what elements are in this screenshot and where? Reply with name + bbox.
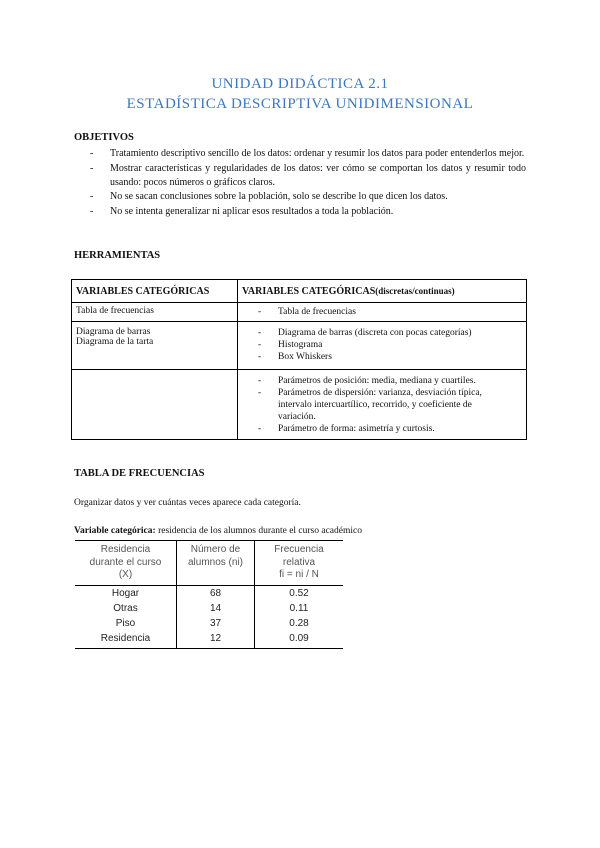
unit-subtitle: ESTADÍSTICA DESCRIPTIVA UNIDIMENSIONAL <box>126 96 474 112</box>
variable-description <box>74 526 362 536</box>
list-item: - No se sacan conclusiones sobre la población, solo se describe lo que dicen los datos. <box>74 190 526 204</box>
cell-line: Diagrama de la tarta <box>76 337 154 347</box>
table-cell: 0.09 <box>255 631 344 649</box>
variable-label: Variable categórica: <box>74 526 156 536</box>
table-cell: Hogar <box>111 587 140 599</box>
table-row <box>75 616 343 631</box>
frequency-table <box>75 540 343 649</box>
herramientas-table <box>71 279 527 440</box>
table-cell: Piso <box>115 617 136 629</box>
column-header-sub: (discretas/continuas) <box>375 286 455 296</box>
list-item: - Parámetros de posición: media, mediana y cuartiles. <box>242 375 502 387</box>
table-cell <box>238 322 527 370</box>
table-header-row <box>72 280 527 303</box>
table-cell: Residencia <box>75 631 177 649</box>
list-item: - Histograma <box>242 339 522 351</box>
table-cell: 0.11 <box>255 601 344 616</box>
list-item: - No se intenta generalizar ni aplicar esos resultados a toda la población. <box>74 205 526 219</box>
table-cell: Otras <box>113 602 138 614</box>
column-header: VARIABLES CATEGÓRICAS <box>72 280 238 303</box>
list-item: - Parámetros de dispersión: varianza, desviación típica, intervalo intercuartílico, recorrido, y coeficiente de variación. <box>242 387 502 423</box>
column-header <box>238 280 527 303</box>
list-item: - Mostrar características y regularidades de los datos: ver cómo se comportan los datos y resumir todo usando: pocos números o gráficos claros. <box>74 162 526 190</box>
column-header: Frecuencia relativa fi = ni / N <box>255 541 344 586</box>
list-item: - Tratamiento descriptivo sencillo de los datos: ordenar y resumir los datos para poder entenderlos mejor. <box>74 147 526 161</box>
table-row <box>72 303 527 322</box>
table-cell: 0.28 <box>255 616 344 631</box>
column-header: Número de alumnos (ni) <box>177 541 255 586</box>
table-row <box>75 601 343 616</box>
table-cell: 68 <box>177 585 255 601</box>
tabla-frecuencias-heading: TABLA DE FRECUENCIAS <box>74 468 205 479</box>
table-cell: 0.52 <box>255 585 344 601</box>
table-cell: 14 <box>177 601 255 616</box>
table-cell <box>72 370 238 440</box>
unit-title: UNIDAD DIDÁCTICA 2.1 <box>211 76 389 92</box>
table-cell: 12 <box>177 631 255 649</box>
table-row <box>75 631 343 649</box>
intro-text: Organizar datos y ver cuántas veces aparece cada categoría. <box>74 498 301 508</box>
table-row <box>72 370 527 440</box>
list-item: - Parámetro de forma: asimetría y curtosis. <box>242 423 502 435</box>
cell-line: Tabla de frecuencias <box>76 306 154 316</box>
table-header-row <box>75 541 343 586</box>
list-item: - Box Whiskers <box>242 351 522 363</box>
list-item: - Tabla de frecuencias <box>242 306 522 318</box>
table-cell: 37 <box>177 616 255 631</box>
variable-text: residencia de los alumnos durante el curso académico <box>155 526 362 536</box>
objetivos-list <box>74 147 526 219</box>
column-header-main: VARIABLES CATEGÓRICAS <box>242 286 376 297</box>
table-cell <box>238 370 527 440</box>
table-cell <box>72 322 238 370</box>
column-header: Residencia durante el curso (X) <box>75 541 177 586</box>
table-row <box>75 585 343 601</box>
objetivos-heading: OBJETIVOS <box>74 132 134 143</box>
cell-line: Diagrama de barras <box>76 327 151 337</box>
table-cell <box>238 303 527 322</box>
list-item: - Diagrama de barras (discreta con pocas categorías) <box>242 327 522 339</box>
table-cell <box>72 303 238 322</box>
herramientas-heading: HERRAMIENTAS <box>74 250 161 261</box>
table-row <box>72 322 527 370</box>
